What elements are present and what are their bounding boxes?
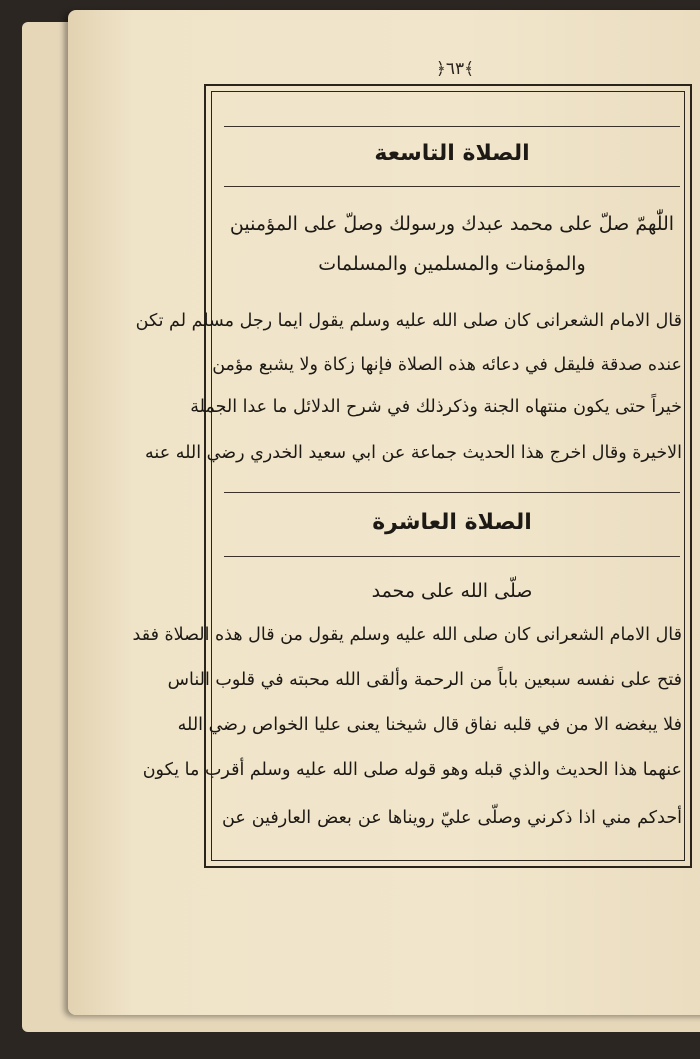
section-rule: [224, 556, 680, 557]
body-line: قال الامام الشعرانى كان صلى الله عليه وسلم يقول من قال هذه الصلاة فقد: [132, 625, 682, 645]
prayer-line: صلّى الله على محمد: [371, 580, 533, 602]
body-line: عنده صدقة فليقل في دعائه هذه الصلاة فإنها زكاة ولا يشبع مؤمن: [212, 355, 682, 375]
body-line: فتح على نفسه سبعين باباً من الرحمة وألقى الله محبته في قلوب الناس: [167, 670, 682, 690]
text-frame-inner: [132, 91, 685, 861]
page-number: ﴿٦٣﴾: [435, 59, 475, 79]
body-line: الاخيرة وقال اخرج هذا الحديث جماعة عن ابي سعيد الخدري رضي الله عنه: [145, 443, 682, 463]
section-rule: [224, 186, 680, 187]
body-line: أحدكم مني اذا ذكرني وصلّى عليّ رويناها عن بعض العارفين عن: [222, 808, 682, 828]
section-heading-9: الصلاة التاسعة: [374, 141, 530, 166]
section-rule: [224, 126, 680, 127]
prayer-line: والمؤمنات والمسلمين والمسلمات: [318, 253, 586, 275]
prayer-line: اللّٰهمّ صلّ على محمد عبدك ورسولك وصلّ على المؤمنين: [229, 213, 675, 235]
section-heading-10: الصلاة العاشرة: [372, 510, 532, 535]
body-line: قال الامام الشعرانى كان صلى الله عليه وسلم يقول ايما رجل مسلم لم تكن: [135, 311, 682, 331]
section-rule: [224, 492, 680, 493]
body-line: عنهما هذا الحديث والذي قبله وهو قوله صلى الله عليه وسلم أقرب ما يكون: [142, 760, 682, 780]
body-line: خيراً حتى يكون منتهاه الجنة وذكرذلك في شرح الدلائل ما عدا الجملة: [190, 397, 682, 417]
body-line: فلا يبغضه الا من في قلبه نفاق قال شيخنا يعنى عليا الخواص رضي الله: [177, 715, 682, 735]
